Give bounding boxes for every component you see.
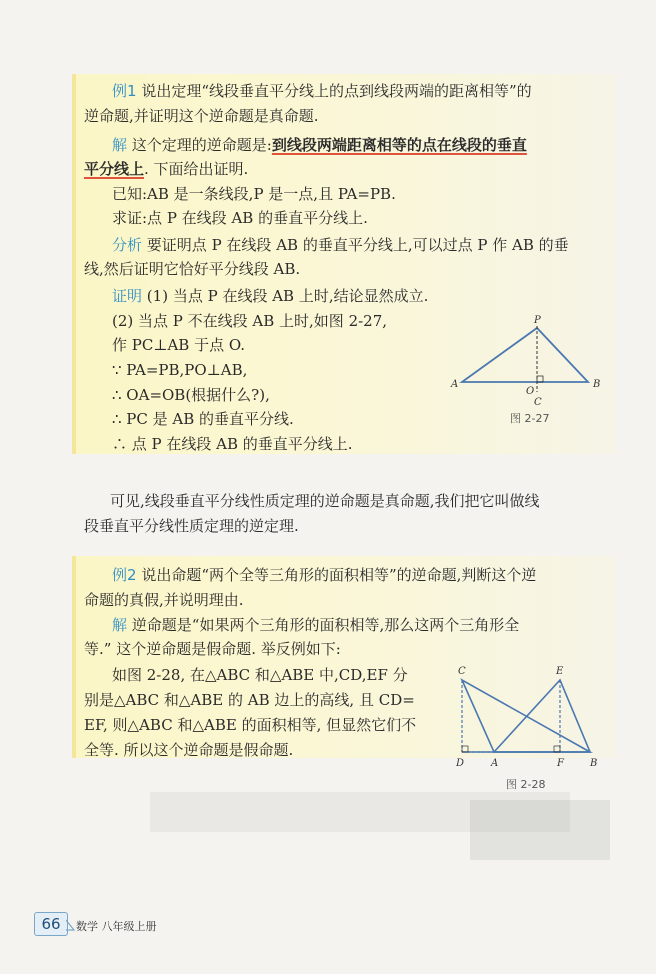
analysis-line2: 线,然后证明它恰好平分线段 AB.: [84, 260, 301, 278]
label-a: A: [451, 379, 459, 390]
proof-line2: (2) 当点 P 不在线段 AB 上时,如图 2-27,: [112, 312, 388, 330]
proof-line3: 作 PC⊥AB 于点 O.: [112, 336, 246, 354]
prove-line: 求证:点 P 在线段 AB 的垂直平分线上.: [112, 209, 368, 227]
right-angle-f: [554, 746, 560, 752]
label-b: B: [593, 379, 601, 390]
label-b2: B: [590, 758, 598, 769]
proof-line4: ∵ PA=PB,PO⊥AB,: [112, 361, 248, 379]
solution1-label: 解: [112, 136, 128, 154]
proof-label: 证明: [112, 287, 143, 305]
analysis-label: 分析: [112, 236, 143, 254]
example2-body1: 如图 2-28, 在△ABC 和△ABE 中,CD,EF 分: [112, 666, 408, 684]
triangle-abe: [494, 680, 590, 752]
given-line: 已知:AB 是一条线段,P 是一点,且 PA=PB.: [112, 185, 396, 203]
solution1-line2: 平分线上. 下面给出证明.: [84, 160, 249, 178]
proof-line7: ∴ 点 P 在线段 AB 的垂直平分线上.: [112, 435, 353, 453]
solution2-line2: 等.” 这个逆命题是假命题. 举反例如下:: [84, 640, 341, 658]
solution1-line1: 解 这个定理的逆命题是:到线段两端距离相等的点在线段的垂直: [112, 136, 527, 154]
example2-label: 例2: [112, 566, 137, 584]
label-o: O: [526, 386, 535, 397]
example2-line2: 命题的真假,并说明理由.: [84, 591, 244, 609]
page-number: 66: [34, 912, 68, 936]
conclusion-line1: 可见,线段垂直平分线性质定理的逆命题是真命题,我们把它叫做线: [110, 492, 540, 510]
example2-body4: 全等. 所以这个逆命题是假命题.: [84, 741, 294, 759]
figure-2-27-caption: 图 2-27: [510, 412, 550, 425]
figure-2-28-caption: 图 2-28: [506, 778, 546, 791]
example2-body2: 别是△ABC 和△ABE 的 AB 边上的高线, 且 CD=: [84, 691, 415, 709]
example2-line1: 例2 说出命题“两个全等三角形的面积相等”的逆命题,判断这个逆: [112, 566, 537, 584]
proof-line6: ∴ PC 是 AB 的垂直平分线.: [112, 410, 294, 428]
figure-2-28: [448, 660, 608, 776]
example1-line1: 例1 说出定理“线段垂直平分线上的点到线段两端的距离相等”的: [112, 82, 532, 100]
analysis-line1: 分析 要证明点 P 在线段 AB 的垂直平分线上,可以过点 P 作 AB 的垂: [112, 236, 569, 254]
proof-line5: ∴ OA=OB(根据什么?),: [112, 386, 270, 404]
scan-smudge: [470, 800, 610, 860]
label-c: C: [534, 397, 542, 408]
book-title: 数学 八年级上册: [76, 920, 157, 933]
label-f: F: [557, 758, 564, 769]
example1-label: 例1: [112, 82, 137, 100]
label-c2: C: [458, 666, 466, 677]
label-e: E: [556, 666, 564, 677]
right-angle-d: [462, 746, 468, 752]
conclusion-line2: 段垂直平分线性质定理的逆定理.: [84, 517, 299, 535]
example1-line2: 逆命题,并证明这个逆命题是真命题.: [84, 107, 319, 125]
label-p: P: [534, 315, 541, 326]
label-a2: A: [491, 758, 499, 769]
converse-statement: 到线段两端距离相等的点在线段的垂直: [271, 136, 527, 154]
example2-body3: EF, 则△ABC 和△ABE 的面积相等, 但显然它们不: [84, 716, 417, 734]
label-d: D: [456, 758, 465, 769]
triangle-pab: [462, 328, 588, 382]
solution2-label: 解: [112, 616, 128, 634]
proof-line1: 证明 (1) 当点 P 在线段 AB 上时,结论显然成立.: [112, 287, 429, 305]
solution2-line1: 解 逆命题是“如果两个三角形的面积相等,那么这两个三角形全: [112, 616, 520, 634]
